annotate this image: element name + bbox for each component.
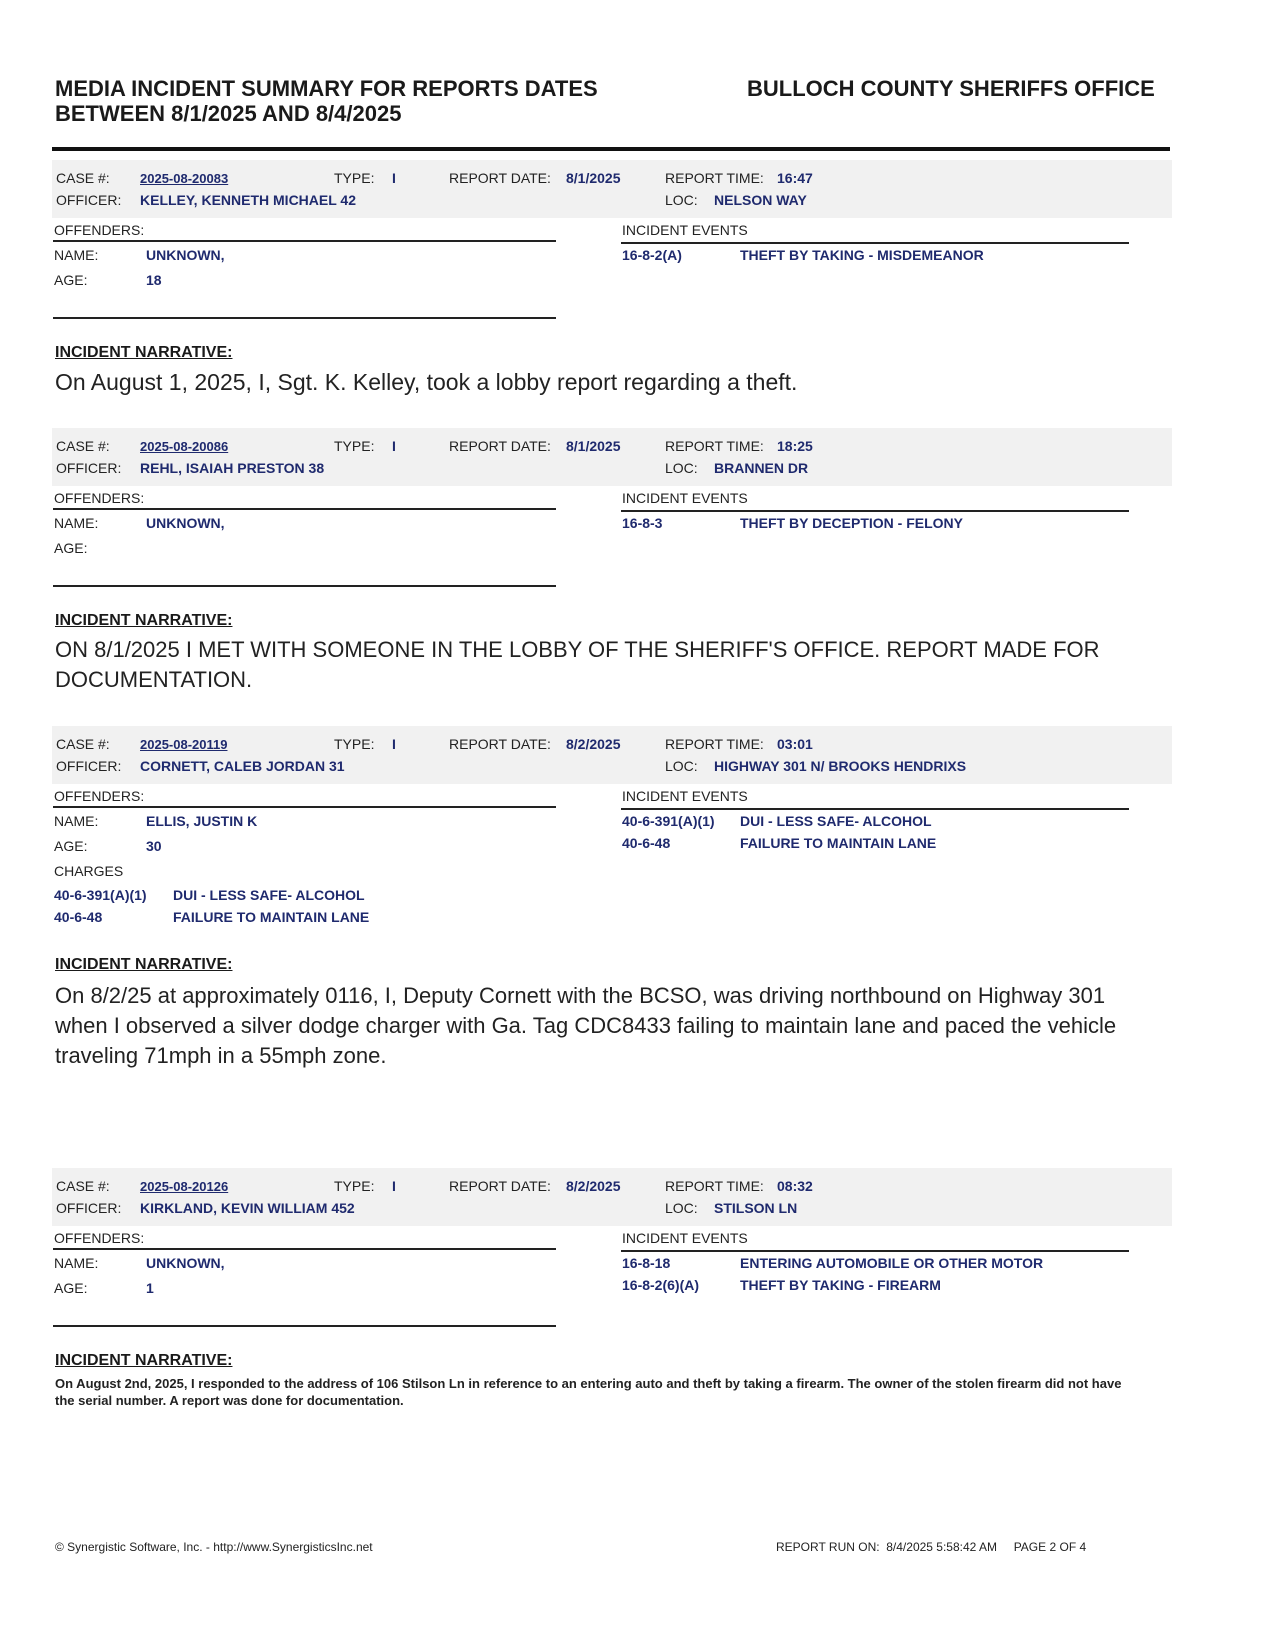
- report-date-label: REPORT DATE:: [449, 170, 551, 186]
- type-value: I: [392, 1178, 396, 1194]
- case-number-link[interactable]: 2025-08-20086: [140, 439, 229, 454]
- type-label: TYPE:: [334, 170, 375, 186]
- report-run-label: REPORT RUN ON:: [776, 1540, 880, 1554]
- loc-value: STILSON LN: [714, 1200, 798, 1216]
- officer-value: KELLEY, KENNETH MICHAEL 42: [140, 192, 356, 208]
- officer-label: OFFICER:: [56, 758, 122, 774]
- name-label: NAME:: [54, 247, 99, 263]
- charge-code: 40-6-48: [54, 909, 103, 925]
- offenders-label: OFFENDERS:: [54, 222, 145, 238]
- incident-events-label: INCIDENT EVENTS: [622, 1230, 748, 1246]
- event-description: THEFT BY TAKING - FIREARM: [740, 1277, 941, 1293]
- type-value: I: [392, 736, 396, 752]
- type-value: I: [392, 170, 396, 186]
- name-label: NAME:: [54, 813, 99, 829]
- offender-name: UNKNOWN,: [146, 247, 225, 263]
- events-divider: [621, 808, 1129, 810]
- loc-value: NELSON WAY: [714, 192, 807, 208]
- report-date-value: 8/1/2025: [566, 438, 621, 454]
- charge-description: DUI - LESS SAFE- ALCOHOL: [173, 887, 365, 903]
- age-label: AGE:: [54, 1280, 88, 1296]
- offender-age: 18: [146, 272, 162, 288]
- case-header-band: [52, 726, 1172, 784]
- case-header-band: [52, 1168, 1172, 1226]
- report-time-label: REPORT TIME:: [665, 170, 764, 186]
- loc-label: LOC:: [665, 460, 698, 476]
- loc-label: LOC:: [665, 758, 698, 774]
- type-label: TYPE:: [334, 438, 375, 454]
- case-header-band: [52, 428, 1172, 486]
- offender-name: UNKNOWN,: [146, 1255, 225, 1271]
- report-time-label: REPORT TIME:: [665, 736, 764, 752]
- case-label: CASE #:: [56, 438, 110, 454]
- case-label: CASE #:: [56, 1178, 110, 1194]
- report-date-value: 8/2/2025: [566, 736, 621, 752]
- report-date-label: REPORT DATE:: [449, 1178, 551, 1194]
- officer-value: CORNETT, CALEB JORDAN 31: [140, 758, 345, 774]
- loc-value: BRANNEN DR: [714, 460, 809, 476]
- report-date-label: REPORT DATE:: [449, 736, 551, 752]
- report-run-value: 8/4/2025 5:58:42 AM: [886, 1540, 998, 1554]
- events-divider: [621, 510, 1129, 512]
- officer-label: OFFICER:: [56, 1200, 122, 1216]
- officer-label: OFFICER:: [56, 192, 122, 208]
- offender-age: 1: [146, 1280, 154, 1296]
- offender-age: 30: [146, 838, 162, 854]
- events-divider: [621, 242, 1129, 244]
- agency-name: BULLOCH COUNTY SHERIFFS OFFICE: [747, 76, 1155, 101]
- event-code: 40-6-48: [622, 835, 671, 851]
- charge-code: 40-6-391(A)(1): [54, 887, 147, 903]
- officer-value: KIRKLAND, KEVIN WILLIAM 452: [140, 1200, 355, 1216]
- event-code: 16-8-18: [622, 1255, 671, 1271]
- offenders-label: OFFENDERS:: [54, 490, 145, 506]
- age-label: AGE:: [54, 838, 88, 854]
- narrative-heading: INCIDENT NARRATIVE:: [55, 344, 233, 361]
- case-label: CASE #:: [56, 736, 110, 752]
- loc-label: LOC:: [665, 1200, 698, 1216]
- charge-description: FAILURE TO MAINTAIN LANE: [173, 909, 370, 925]
- report-date-value: 8/1/2025: [566, 170, 621, 186]
- report-time-value: 16:47: [777, 170, 813, 186]
- narrative-text: ON 8/1/2025 I MET WITH SOMEONE IN THE LOBBY OF THE SHERIFF'S OFFICE. REPORT MADE FOR DOCUMENTATION.: [55, 637, 1100, 692]
- footer-copyright: © Synergistic Software, Inc. - http://www.SynergisticsInc.net: [55, 1540, 373, 1554]
- narrative-heading: INCIDENT NARRATIVE:: [55, 1352, 233, 1369]
- offenders-divider: [53, 240, 556, 242]
- offenders-bottom-divider: [53, 317, 556, 319]
- event-code: 40-6-391(A)(1): [622, 813, 715, 829]
- narrative-heading: INCIDENT NARRATIVE:: [55, 612, 233, 629]
- offenders-bottom-divider: [53, 585, 556, 587]
- event-code: 16-8-3: [622, 515, 663, 531]
- narrative-text: On 8/2/25 at approximately 0116, I, Deputy Cornett with the BCSO, was driving northbound on Highway 301 when I observed a silver dodge charger with Ga. Tag CDC8433 failing to maintain lane and paced the vehicle traveling 71mph in a 55mph zone.: [55, 983, 1117, 1068]
- case-header-band: [52, 160, 1172, 218]
- case-number-link[interactable]: 2025-08-20119: [140, 737, 228, 752]
- incident-events-label: INCIDENT EVENTS: [622, 788, 748, 804]
- narrative-text: On August 2nd, 2025, I responded to the address of 106 Stilson Ln in reference to an entering auto and theft by taking a firearm. The owner of the stolen firearm did not have the serial number. A report was done for documentation.: [55, 1376, 1122, 1408]
- offenders-divider: [53, 1248, 556, 1250]
- footer-run-info: [776, 1540, 1086, 1554]
- loc-label: LOC:: [665, 192, 698, 208]
- name-label: NAME:: [54, 515, 99, 531]
- events-divider: [621, 1250, 1129, 1252]
- age-label: AGE:: [54, 272, 88, 288]
- event-code: 16-8-2(6)(A): [622, 1277, 700, 1293]
- name-label: NAME:: [54, 1255, 99, 1271]
- page-indicator: PAGE 2 OF 4: [1013, 1540, 1087, 1554]
- type-label: TYPE:: [334, 1178, 375, 1194]
- officer-value: REHL, ISAIAH PRESTON 38: [140, 460, 325, 476]
- event-description: DUI - LESS SAFE- ALCOHOL: [740, 813, 932, 829]
- narrative-heading: INCIDENT NARRATIVE:: [55, 956, 233, 973]
- type-value: I: [392, 438, 396, 454]
- case-number-link[interactable]: 2025-08-20083: [140, 171, 229, 186]
- report-time-value: 18:25: [777, 438, 813, 454]
- case-number-link[interactable]: 2025-08-20126: [140, 1179, 229, 1194]
- offender-name: ELLIS, JUSTIN K: [146, 813, 258, 829]
- report-date-label: REPORT DATE:: [449, 438, 551, 454]
- report-time-label: REPORT TIME:: [665, 1178, 764, 1194]
- event-description: THEFT BY TAKING - MISDEMEANOR: [740, 247, 984, 263]
- report-time-value: 03:01: [777, 736, 813, 752]
- offenders-bottom-divider: [53, 1325, 556, 1327]
- offenders-label: OFFENDERS:: [54, 788, 145, 804]
- type-label: TYPE:: [334, 736, 375, 752]
- header-divider: [52, 147, 1170, 151]
- incident-events-label: INCIDENT EVENTS: [622, 222, 748, 238]
- incident-events-label: INCIDENT EVENTS: [622, 490, 748, 506]
- report-title: MEDIA INCIDENT SUMMARY FOR REPORTS DATES BETWEEN 8/1/2025 AND 8/4/2025: [55, 76, 598, 126]
- offender-name: UNKNOWN,: [146, 515, 225, 531]
- offenders-divider: [53, 508, 556, 510]
- offenders-label: OFFENDERS:: [54, 1230, 145, 1246]
- charges-label: CHARGES: [54, 863, 124, 879]
- event-code: 16-8-2(A): [622, 247, 682, 263]
- event-description: THEFT BY DECEPTION - FELONY: [740, 515, 963, 531]
- report-time-label: REPORT TIME:: [665, 438, 764, 454]
- event-description: ENTERING AUTOMOBILE OR OTHER MOTOR: [740, 1255, 1044, 1271]
- narrative-text: On August 1, 2025, I, Sgt. K. Kelley, took a lobby report regarding a theft.: [55, 369, 798, 395]
- report-date-value: 8/2/2025: [566, 1178, 621, 1194]
- age-label: AGE:: [54, 540, 88, 556]
- offenders-divider: [53, 806, 556, 808]
- case-label: CASE #:: [56, 170, 110, 186]
- report-time-value: 08:32: [777, 1178, 813, 1194]
- event-description: FAILURE TO MAINTAIN LANE: [740, 835, 937, 851]
- loc-value: HIGHWAY 301 N/ BROOKS HENDRIXS: [714, 758, 967, 774]
- officer-label: OFFICER:: [56, 460, 122, 476]
